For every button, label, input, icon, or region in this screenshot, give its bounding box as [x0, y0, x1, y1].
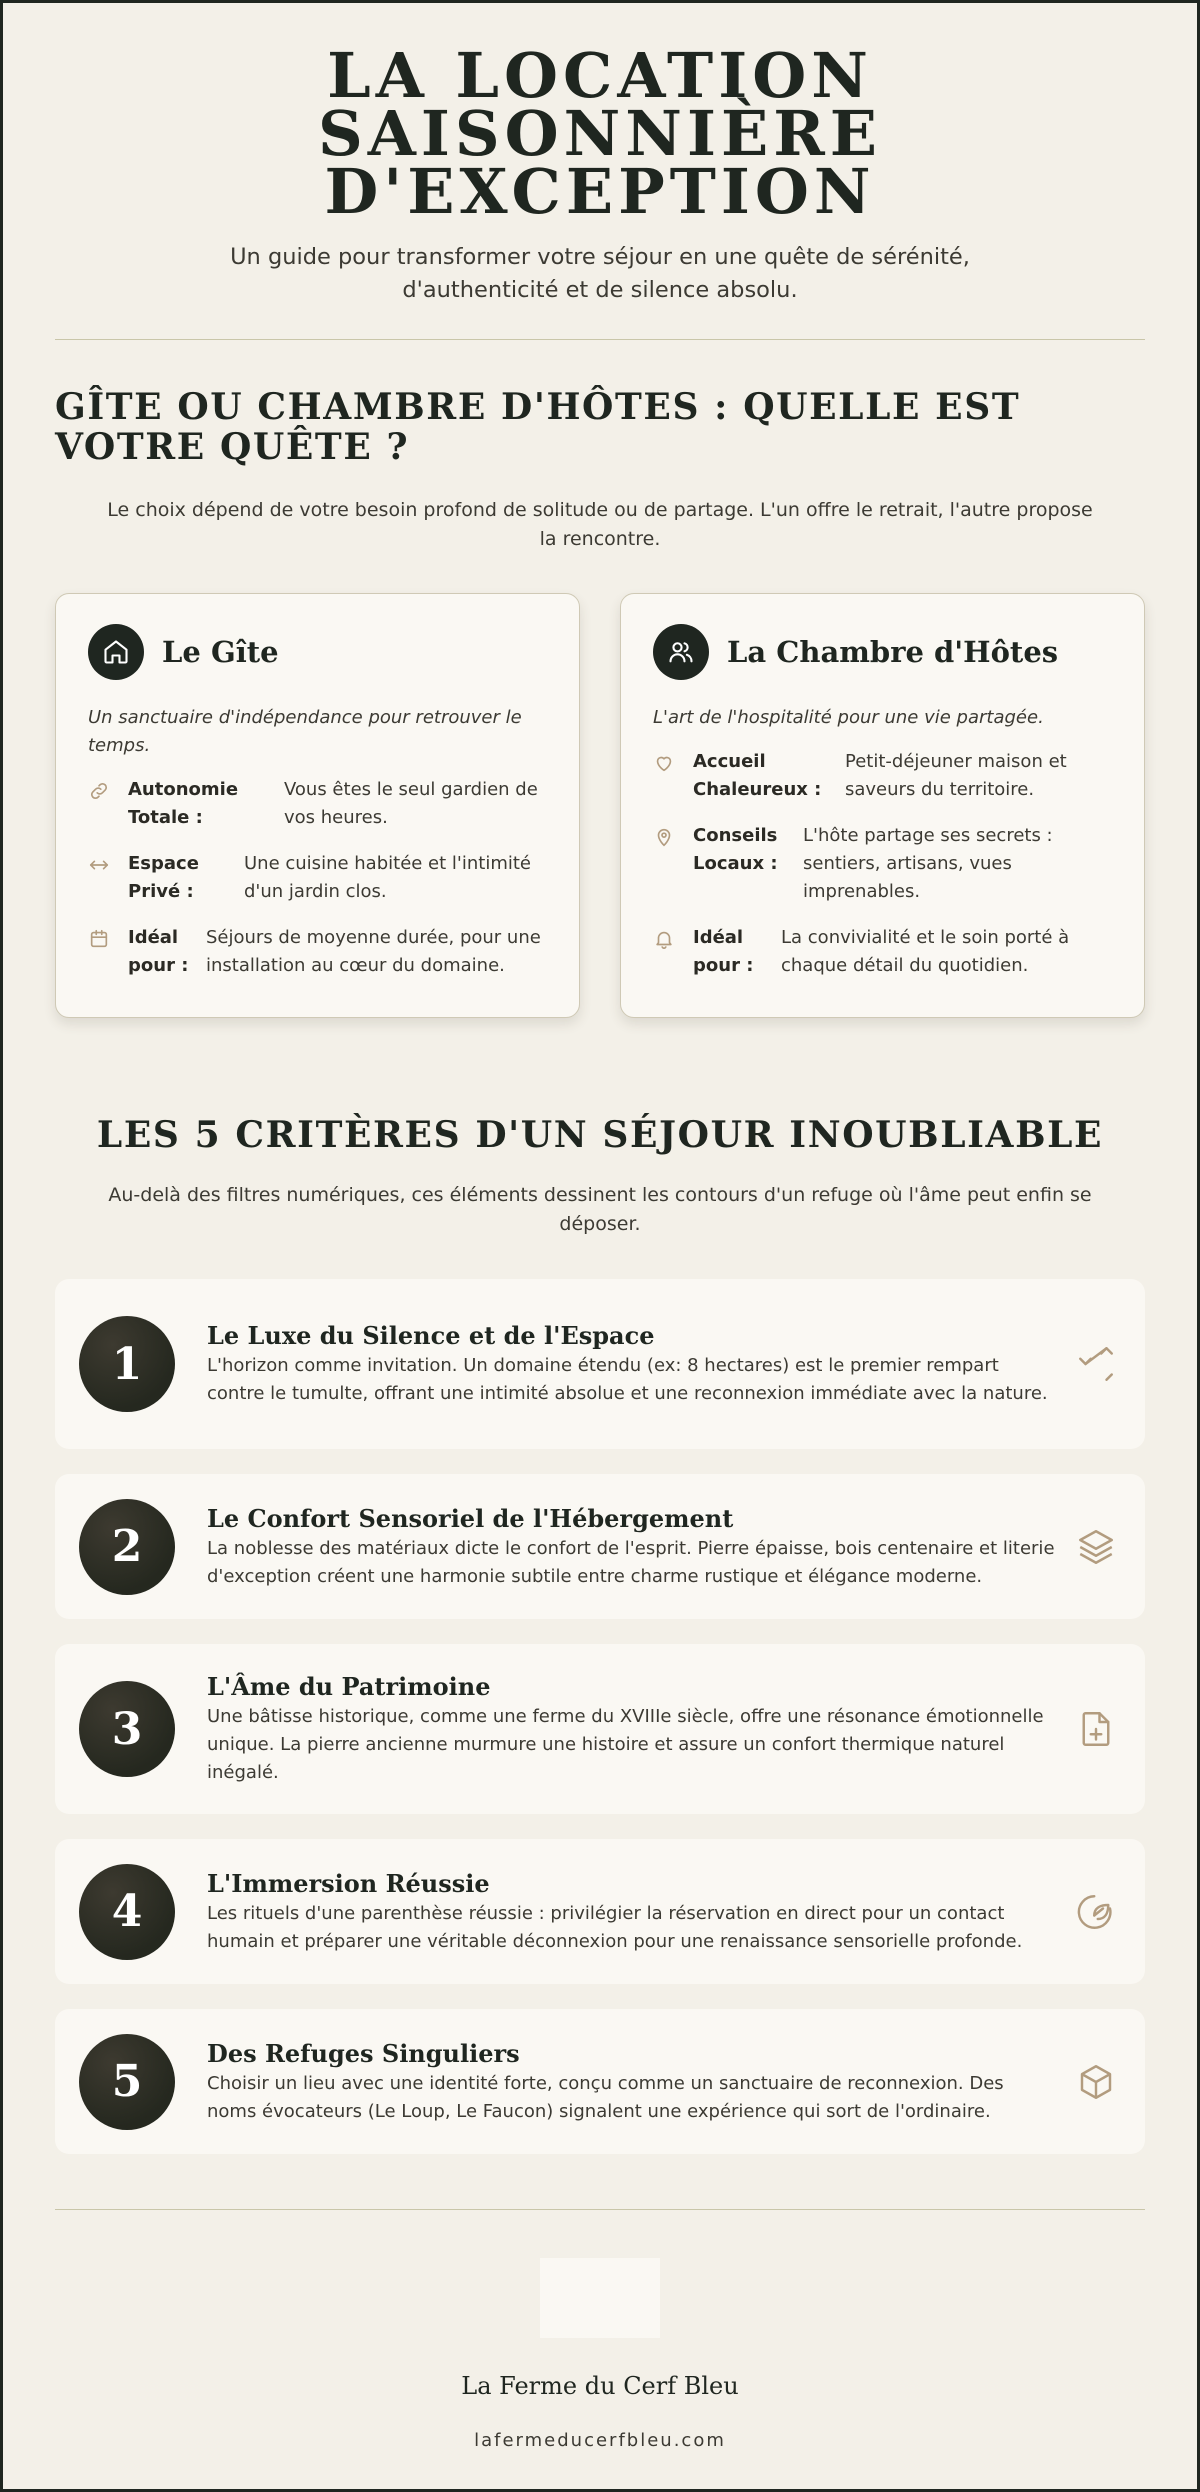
criterion-body — [207, 1320, 1057, 1408]
file-plus-icon — [1057, 1708, 1117, 1750]
feature-value: Une cuisine habitée et l'intimité d'un jardin clos. — [244, 853, 531, 902]
choice-section — [55, 387, 1145, 1018]
page-title — [55, 39, 1145, 228]
criterion-body — [207, 1868, 1057, 1956]
leaf-icon — [1057, 1891, 1117, 1933]
criterion-text: Choisir un lieu avec une identité forte, conçu comme un sanctuaire de reconnexion. Des noms évocateurs (Le Loup, Le Faucon) signalent une expérience qui sort de l'ordinaire. — [207, 2072, 1004, 2122]
heart-icon — [653, 748, 693, 804]
page-subtitle: Un guide pour transformer votre séjour en une quête de sérénité, d'authenticité et de silence absolu. — [230, 244, 970, 303]
chambre-feature-conseils — [653, 822, 1112, 906]
gite-feature-ideal — [88, 924, 547, 980]
chambre-card-title: La Chambre d'Hôtes — [727, 635, 1059, 669]
feature-key: Espace Privé : — [128, 853, 199, 902]
criterion-title: Le Confort Sensoriel de l'Hébergement — [207, 1503, 734, 1533]
gite-card-title: Le Gîte — [162, 635, 279, 669]
criterion-number: 2 — [79, 1499, 175, 1595]
criterion-item — [55, 1644, 1145, 1814]
feature-key: Idéal pour : — [128, 927, 189, 976]
criteria-section — [55, 1115, 1145, 2154]
criteria-subtitle: Au-delà des filtres numériques, ces éléments dessinent les contours d'un refuge où l'âme peut enfin se déposer. — [108, 1184, 1092, 1235]
box-icon — [1057, 2061, 1117, 2103]
criterion-title: Des Refuges Singuliers — [207, 2038, 520, 2068]
link-icon — [88, 776, 128, 832]
gite-feature-espace — [88, 850, 547, 906]
feature-value: Vous êtes le seul gardien de vos heures. — [284, 779, 538, 828]
calendar-icon — [88, 924, 128, 980]
users-icon — [653, 624, 709, 680]
chambre-feature-ideal — [653, 924, 1112, 980]
feature-key: Conseils Locaux : — [693, 825, 778, 874]
home-icon — [88, 624, 144, 680]
farm-name: La Ferme du Cerf Bleu — [461, 2372, 739, 2400]
choice-title: GÎTE OU CHAMBRE D'HÔTES : QUELLE EST VOTRE QUÊTE ? — [55, 386, 1021, 468]
chambre-feature-accueil — [653, 748, 1112, 804]
bell-icon — [653, 924, 693, 980]
criterion-body — [207, 2038, 1057, 2126]
chambre-card — [620, 593, 1145, 1018]
criteria-list — [55, 1279, 1145, 2154]
criterion-item — [55, 1474, 1145, 1619]
feature-value: La convivialité et le soin porté à chaque détail du quotidien. — [781, 927, 1070, 976]
feature-value: Séjours de moyenne durée, pour une installation au cœur du domaine. — [206, 927, 541, 976]
page-title-line2: D'EXCEPTION — [324, 155, 876, 228]
criterion-title: L'Âme du Patrimoine — [207, 1672, 491, 1701]
criterion-number: 3 — [79, 1681, 175, 1777]
criterion-number: 4 — [79, 1864, 175, 1960]
hero-header — [55, 3, 1145, 307]
criterion-text: Les rituels d'une parenthèse réussie : privilégier la réservation en direct pour un contact humain et préparer une véritable déconnexion pour une renaissance sensorielle profonde. — [207, 1902, 1023, 1952]
feature-key: Accueil Chaleureux : — [693, 751, 822, 800]
criterion-number: 5 — [79, 2034, 175, 2130]
divider — [55, 339, 1145, 340]
website-link[interactable]: lafermeducerfbleu.com — [474, 2430, 726, 2451]
criterion-item — [55, 1839, 1145, 1984]
criterion-title: L'Immersion Réussie — [207, 1868, 490, 1898]
choice-subtitle: Le choix dépend de votre besoin profond de solitude ou de partage. L'un offre le retrait, l'autre propose la rencontre. — [107, 499, 1093, 550]
expand-arrows-icon — [1057, 1343, 1117, 1385]
criterion-text: L'horizon comme invitation. Un domaine étendu (ex: 8 hectares) est le premier rempart contre le tumulte, offrant une intimité absolue et une reconnexion immédiate avec la nature. — [207, 1355, 1048, 1404]
criterion-item — [55, 2009, 1145, 2154]
criteria-title: LES 5 CRITÈRES D'UN SÉJOUR INOUBLIABLE — [96, 1114, 1104, 1156]
page-title-line1: LA LOCATION SAISONNIÈRE — [317, 39, 883, 170]
gite-feature-autonomie — [88, 776, 547, 832]
criterion-item — [55, 1279, 1145, 1449]
footer-divider — [55, 2209, 1145, 2210]
logo-placeholder — [540, 2258, 660, 2338]
criterion-body — [207, 1671, 1057, 1787]
criterion-body — [207, 1503, 1057, 1591]
feature-key: Autonomie Totale : — [128, 779, 239, 828]
criterion-text: Une bâtisse historique, comme une ferme du XVIIIe siècle, offre une résonance émotionnelle unique. La pierre ancienne murmure une histoire et assure un confort thermique naturel inégalé. — [207, 1706, 1044, 1783]
feature-value: Petit-déjeuner maison et saveurs du territoire. — [845, 751, 1067, 800]
choice-cards — [55, 593, 1145, 1018]
arrows-horizontal-icon — [88, 850, 128, 906]
chambre-card-header — [653, 624, 1112, 680]
feature-value: L'hôte partage ses secrets : sentiers, artisans, vues imprenables. — [803, 825, 1053, 902]
gite-card-tagline: Un sanctuaire d'indépendance pour retrouver le temps. — [88, 707, 522, 756]
criterion-number: 1 — [79, 1316, 175, 1412]
map-pin-icon — [653, 822, 693, 906]
footer — [55, 2258, 1145, 2451]
layers-icon — [1057, 1526, 1117, 1568]
gite-card-header — [88, 624, 547, 680]
criterion-title: Le Luxe du Silence et de l'Espace — [207, 1321, 655, 1350]
criterion-text: La noblesse des matériaux dicte le confort de l'esprit. Pierre épaisse, bois centenaire et literie d'exception créent une harmonie subtile entre charme rustique et élégance moderne. — [207, 1537, 1055, 1587]
feature-key: Idéal pour : — [693, 927, 754, 976]
gite-card — [55, 593, 580, 1018]
chambre-card-tagline: L'art de l'hospitalité pour une vie partagée. — [653, 707, 1044, 728]
